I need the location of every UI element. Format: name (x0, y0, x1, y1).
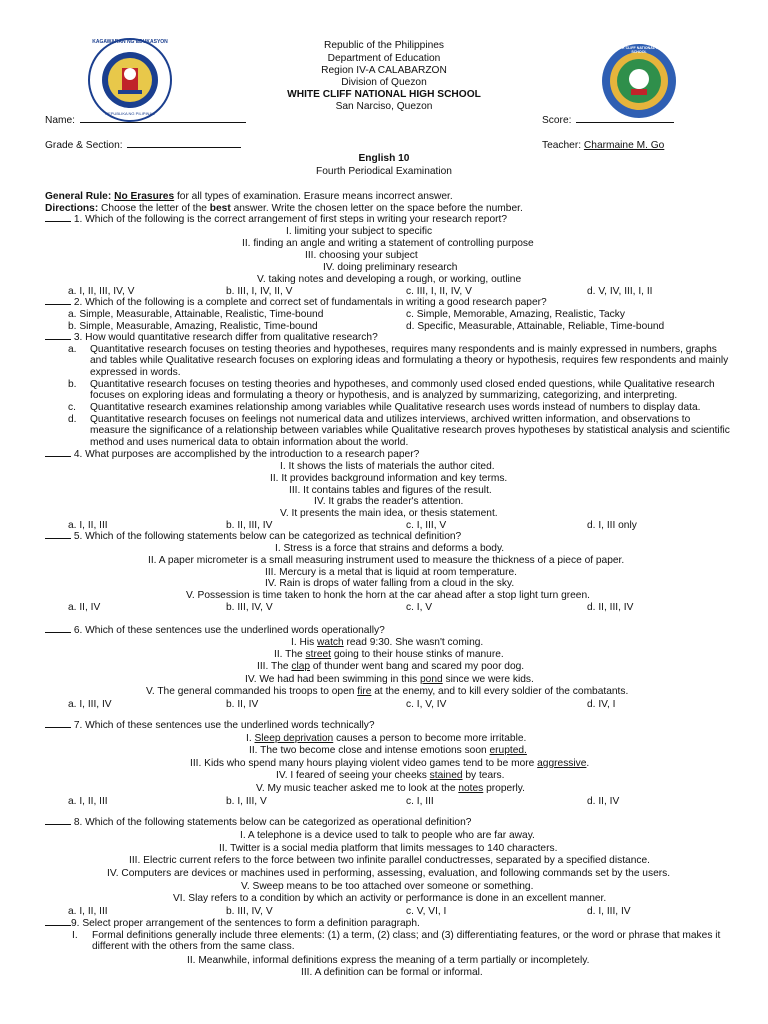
list-item: III. Electric current refers to the force between two infinite parallel conductresses, separated by a specified distance. (129, 855, 650, 866)
choice-b: b. II, III, IV (226, 520, 273, 531)
list-item: IV. doing preliminary research (323, 262, 458, 273)
choice-b: b. Simple, Measurable, Amazing, Realistic, Time-bound (68, 321, 318, 332)
choice-a: Quantitative research focuses on testing theories and hypotheses, requires many respondents and is mainly expressed in numbers, graphs and tables while Qualitative research focuses on exploring ideas and formulating a theory or hypothesis, requires few respondents and mainly expressed in words. (90, 344, 729, 378)
choice-d: d. II, III, IV (587, 602, 634, 613)
question-3 (45, 332, 378, 343)
list-item: III. A definition can be formal or informal. (301, 967, 483, 978)
directions-text-a: Choose the letter of the (98, 203, 210, 214)
list-item (257, 661, 524, 672)
answer-blank-3[interactable] (45, 339, 71, 340)
item-text: IV. We had had been swimming in this (245, 674, 420, 685)
choice-a: a. I, II, III, IV, V (68, 286, 135, 297)
list-item: VI. Slay refers to a condition by which an activity or performance is done in an excellent manner. (173, 893, 607, 904)
no-erasures: No Erasures (114, 191, 175, 202)
choice-c: c. I, III, V (406, 520, 447, 531)
question-7 (45, 720, 375, 731)
item-text: II. The (274, 649, 306, 660)
item-text: IV. I feared of seeing your cheeks (276, 770, 430, 781)
choice-a: a. Simple, Measurable, Attainable, Realistic, Time-bound (68, 309, 324, 320)
general-rule (45, 191, 453, 202)
name-blank[interactable] (80, 122, 246, 123)
choice-b: b. III, IV, V (226, 602, 273, 613)
list-item: V. Sweep means to be too attached over someone or something. (241, 881, 534, 892)
header-division: Division of Quezon (341, 77, 427, 88)
list-item: II. Meanwhile, informal definitions express the meaning of a term partially or incompletely. (187, 955, 590, 966)
choice-b: Quantitative research focuses on testing theories and hypotheses, and commonly used closed ended questions, while Qualitative research focuses on exploring ideas and formulating a theory or hypothesis, and is analyzed by summarizing, categorizing, and interpreting. (90, 379, 715, 402)
answer-blank-4[interactable] (45, 456, 71, 457)
list-item: V. Possession is time taken to honk the horn at the car ahead after a stop light turn green. (186, 590, 590, 601)
choice-b: b. III, IV, V (226, 906, 273, 917)
answer-blank-8[interactable] (45, 824, 71, 825)
answer-blank-2[interactable] (45, 304, 71, 305)
list-item (274, 649, 504, 660)
score-label: Score: (542, 115, 572, 126)
grade-section-field[interactable] (45, 140, 241, 151)
item-text: by tears. (462, 770, 505, 781)
question-6 (45, 625, 385, 636)
score-field[interactable] (542, 115, 674, 126)
list-item: III. choosing your subject (305, 250, 418, 261)
question-3-text: 3. How would quantitative research differ from qualitative research? (73, 332, 378, 343)
item-text: since we were kids. (442, 674, 534, 685)
question-8-text: 8. Which of the following statements below can be categorized as operational definition? (73, 817, 472, 828)
teacher-name: Charmaine M. Go (583, 140, 665, 151)
header-deped: Department of Education (327, 53, 441, 64)
choice-d: d. IV, I (587, 699, 616, 710)
question-1-text: 1. Which of the following is the correct arrangement of first steps in writing your research report? (73, 214, 508, 225)
item-text: V. My music teacher asked me to look at the (256, 783, 459, 794)
list-item: II. It provides background information and key terms. (270, 473, 508, 484)
underlined-word: Sleep deprivation (254, 733, 334, 744)
item-text: read 9:30. She wasn't coming. (343, 637, 484, 648)
underlined-word: pond (419, 674, 443, 685)
choice-c-letter: c. (68, 402, 76, 413)
item-text: causes a person to become more irritable. (333, 733, 527, 744)
choice-a: a. I, II, III (68, 520, 108, 531)
question-2-text: 2. Which of the following is a complete and correct set of fundamentals in writing a good research paper? (73, 297, 547, 308)
teacher-field (542, 140, 664, 151)
list-item: IV. Rain is drops of water falling from a cloud in the sky. (265, 578, 515, 589)
item-text: V. The general commanded his troops to open (146, 686, 358, 697)
choice-a: a. I, II, III (68, 796, 108, 807)
question-6-text: 6. Which of these sentences use the underlined words operationally? (73, 625, 385, 636)
underlined-word: stained (429, 770, 463, 781)
item-text: III. Kids who spend many hours playing violent video games tend to be more (190, 758, 538, 769)
choice-d: d. Specific, Measurable, Attainable, Reliable, Time-bound (406, 321, 665, 332)
list-item (190, 758, 589, 769)
item-text: I. (246, 733, 255, 744)
question-7-text: 7. Which of these sentences use the underlined words technically? (73, 720, 375, 731)
list-item: V. taking notes and developing a rough, or working, outline (257, 274, 522, 285)
question-9 (45, 918, 420, 929)
header-republic: Republic of the Philippines (323, 40, 445, 51)
answer-blank-5[interactable] (45, 538, 71, 539)
choice-b: b. II, IV (226, 699, 259, 710)
choice-b: b. I, III, V (226, 796, 267, 807)
choice-d-letter: d. (68, 414, 77, 425)
list-item: I. It shows the lists of materials the author cited. (280, 461, 495, 472)
list-item: I. A telephone is a device used to talk to people who are far away. (240, 830, 535, 841)
school-name: WHITE CLIFF NATIONAL HIGH SCHOOL (287, 89, 481, 100)
item-text: I. His (291, 637, 318, 648)
seal-left-text: KAGAWARAN NG EDUKASYON (92, 39, 168, 45)
item-text: going to their house stinks of manure. (331, 649, 504, 660)
name-label: Name: (45, 115, 76, 126)
directions-best: best (209, 203, 231, 214)
item-text: III. The (257, 661, 292, 672)
list-item (146, 686, 628, 697)
exam-subject: English 10 (358, 153, 410, 164)
choice-a-letter: a. (68, 344, 77, 355)
seal-right-text: WHITE CLIFF NATIONAL HIGH SCHOOL (613, 46, 665, 55)
list-item: II. finding an angle and writing a statement of controlling purpose (242, 238, 534, 249)
directions (45, 203, 523, 214)
choice-c: c. V, VI, I (406, 906, 447, 917)
list-item (245, 674, 534, 685)
underlined-word: watch (317, 637, 344, 648)
question-9-text: 9. Select proper arrangement of the sentences to form a definition paragraph. (71, 918, 420, 929)
list-item: III. It contains tables and figures of the result. (289, 485, 492, 496)
underlined-word: fire (357, 686, 372, 697)
answer-blank-6[interactable] (45, 632, 71, 633)
choice-c: c. I, V, IV (406, 699, 447, 710)
answer-blank-9[interactable] (45, 925, 71, 926)
name-field[interactable] (45, 115, 246, 126)
choice-c: c. III, I, II, IV, V (406, 286, 472, 297)
item-text: at the enemy, and to kill every soldier of the combatants. (371, 686, 629, 697)
list-item: IV. Computers are devices or machines used in performing, assessing, evaluation, and following commands set by the users. (107, 868, 671, 879)
choice-d: d. I, III only (587, 520, 637, 531)
list-item (276, 770, 504, 781)
underlined-word: street (305, 649, 332, 660)
choice-b: b. III, I, IV, II, V (226, 286, 293, 297)
teacher-label: Teacher: (542, 140, 582, 151)
question-5-text: 5. Which of the following statements below can be categorized as technical definition? (73, 531, 462, 542)
item-text: of thunder went bang and scared my poor dog. (310, 661, 525, 672)
list-item: Formal definitions generally include three elements: (1) a term, (2) class; and (3) differentiating features, or the word or phrase that makes it different with the others from the same class. (92, 930, 721, 953)
roman-numeral: I. (72, 930, 78, 941)
choice-c: Quantitative research examines relationship among variables while Qualitative research uses words instead of numbers to display data. (90, 402, 701, 413)
list-item (291, 637, 483, 648)
school-location: San Narciso, Quezon (335, 101, 433, 112)
item-text: II. The two become close and intense emotions soon (249, 745, 490, 756)
choice-b-letter: b. (68, 379, 77, 390)
choice-a: a. I, II, III (68, 906, 108, 917)
question-4-text: 4. What purposes are accomplished by the introduction to a research paper? (73, 449, 420, 460)
question-8 (45, 817, 471, 828)
answer-blank-1[interactable] (45, 221, 71, 222)
choice-c: c. I, V (406, 602, 433, 613)
choice-c: c. Simple, Memorable, Amazing, Realistic, Tacky (406, 309, 625, 320)
seal-left-sub: REPUBLIKA NG PILIPINAS (105, 111, 155, 116)
exam-title: Fourth Periodical Examination (316, 166, 452, 177)
grade-label: Grade & Section: (45, 140, 123, 151)
list-item: I. limiting your subject to specific (286, 226, 433, 237)
general-rule-label: General Rule: (45, 191, 112, 202)
header-region: Region IV-A CALABARZON (321, 65, 447, 76)
directions-text-b: answer. Write the chosen letter on the space before the number. (230, 203, 523, 214)
underlined-word: notes (458, 783, 484, 794)
list-item: IV. It grabs the reader's attention. (314, 496, 464, 507)
grade-blank[interactable] (127, 147, 241, 148)
choice-a: a. II, IV (68, 602, 101, 613)
directions-label: Directions: (45, 203, 99, 214)
question-5 (45, 531, 461, 542)
question-1 (45, 214, 507, 225)
list-item: III. Mercury is a metal that is liquid at room temperature. (265, 567, 517, 578)
list-item (256, 783, 525, 794)
underlined-word: erupted. (489, 745, 527, 756)
score-blank[interactable] (576, 122, 674, 123)
list-item: I. Stress is a force that strains and deforms a body. (275, 543, 505, 554)
choice-c: c. I, III (406, 796, 434, 807)
list-item (249, 745, 527, 756)
underlined-word: clap (291, 661, 311, 672)
choice-d: d. II, IV (587, 796, 620, 807)
general-rule-text: for all types of examination. Erasure means incorrect answer. (174, 191, 453, 202)
choice-a: a. I, III, IV (68, 699, 112, 710)
item-text: . (586, 758, 590, 769)
item-text: properly. (483, 783, 525, 794)
list-item: II. Twitter is a social media platform that limits messages to 140 characters. (219, 843, 558, 854)
choice-d: d. I, III, IV (587, 906, 631, 917)
underlined-word: aggressive (537, 758, 587, 769)
answer-blank-7[interactable] (45, 727, 71, 728)
choice-d: d. V, IV, III, I, II (587, 286, 653, 297)
list-item (246, 733, 526, 744)
question-2 (45, 297, 547, 308)
question-4 (45, 449, 419, 460)
list-item: II. A paper micrometer is a small measuring instrument used to measure the thickness of a piece of paper. (148, 555, 625, 566)
choice-d: Quantitative research focuses on feelings not numerical data and utilizes interviews, archived written information, and observations to measure the significance of a relationship between variables while Qualitative research proves hypotheses by statistical analysis and scientific method and uses numerical data to obtain information about the world. (90, 414, 730, 448)
list-item: V. It presents the main idea, or thesis statement. (280, 508, 498, 519)
